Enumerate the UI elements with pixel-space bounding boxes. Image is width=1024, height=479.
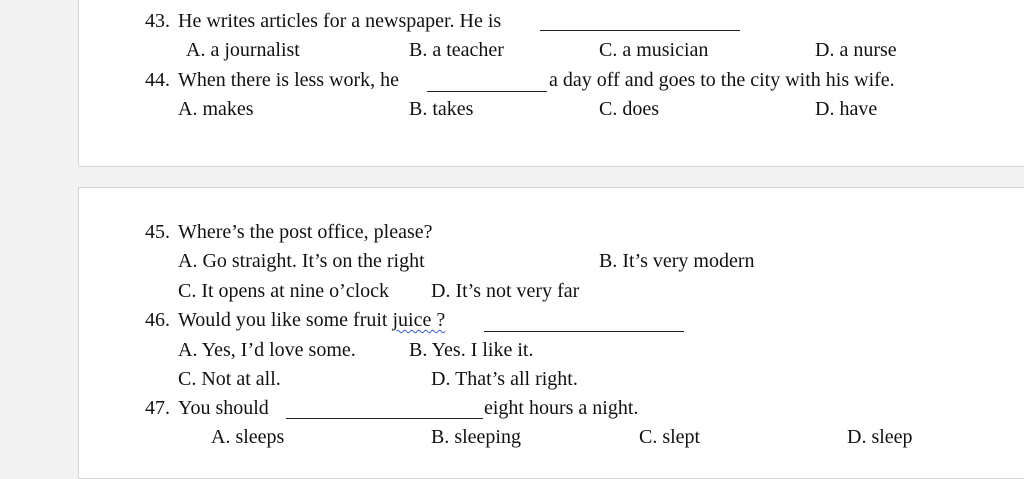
question-stem-text: Would you like some fruit <box>178 309 388 331</box>
answer-blank <box>286 418 483 419</box>
option-c: C. Not at all. <box>178 368 281 390</box>
answer-blank <box>484 331 684 332</box>
option-b: B. sleeping <box>431 426 521 448</box>
question-stem: When there is less work, he <box>178 69 400 91</box>
document-page-upper <box>78 0 1024 167</box>
option-b: B. Yes. I like it. <box>409 339 534 361</box>
option-b: B. a teacher <box>409 39 504 61</box>
document-page-lower <box>78 187 1024 479</box>
option-d: D. a nurse <box>815 39 897 61</box>
option-a: A. makes <box>178 98 254 120</box>
option-d: D. have <box>815 98 878 120</box>
question-stem: He writes articles for a newspaper. He is <box>178 10 502 32</box>
option-d: D. It’s not very far <box>431 280 580 302</box>
question-number: 45. <box>145 221 170 243</box>
option-c: C. slept <box>639 426 701 448</box>
spellcheck-flagged-word[interactable]: juice ? <box>392 309 446 331</box>
option-c: C. does <box>599 98 659 120</box>
question-stem-continued: a day off and goes to the city with his wife. <box>549 69 895 91</box>
answer-blank <box>540 30 740 31</box>
option-a: A. a journalist <box>186 39 300 61</box>
question-stem: You should <box>178 397 269 419</box>
option-a: A. Yes, I’d love some. <box>178 339 356 361</box>
option-a: A. Go straight. It’s on the right <box>178 250 425 272</box>
question-number: 47. <box>145 397 170 419</box>
option-b: B. takes <box>409 98 474 120</box>
option-d: D. sleep <box>847 426 913 448</box>
answer-blank <box>427 91 547 92</box>
question-number: 43. <box>145 10 170 32</box>
option-d: D. That’s all right. <box>431 368 578 390</box>
question-stem: Where’s the post office, please? <box>178 221 433 243</box>
option-c: C. It opens at nine o’clock <box>178 280 390 302</box>
option-a: A. sleeps <box>211 426 285 448</box>
option-b: B. It’s very modern <box>599 250 755 272</box>
question-number: 46. <box>145 309 170 331</box>
question-number: 44. <box>145 69 170 91</box>
option-c: C. a musician <box>599 39 709 61</box>
question-stem-continued: eight hours a night. <box>484 397 639 419</box>
question-stem <box>178 308 445 332</box>
